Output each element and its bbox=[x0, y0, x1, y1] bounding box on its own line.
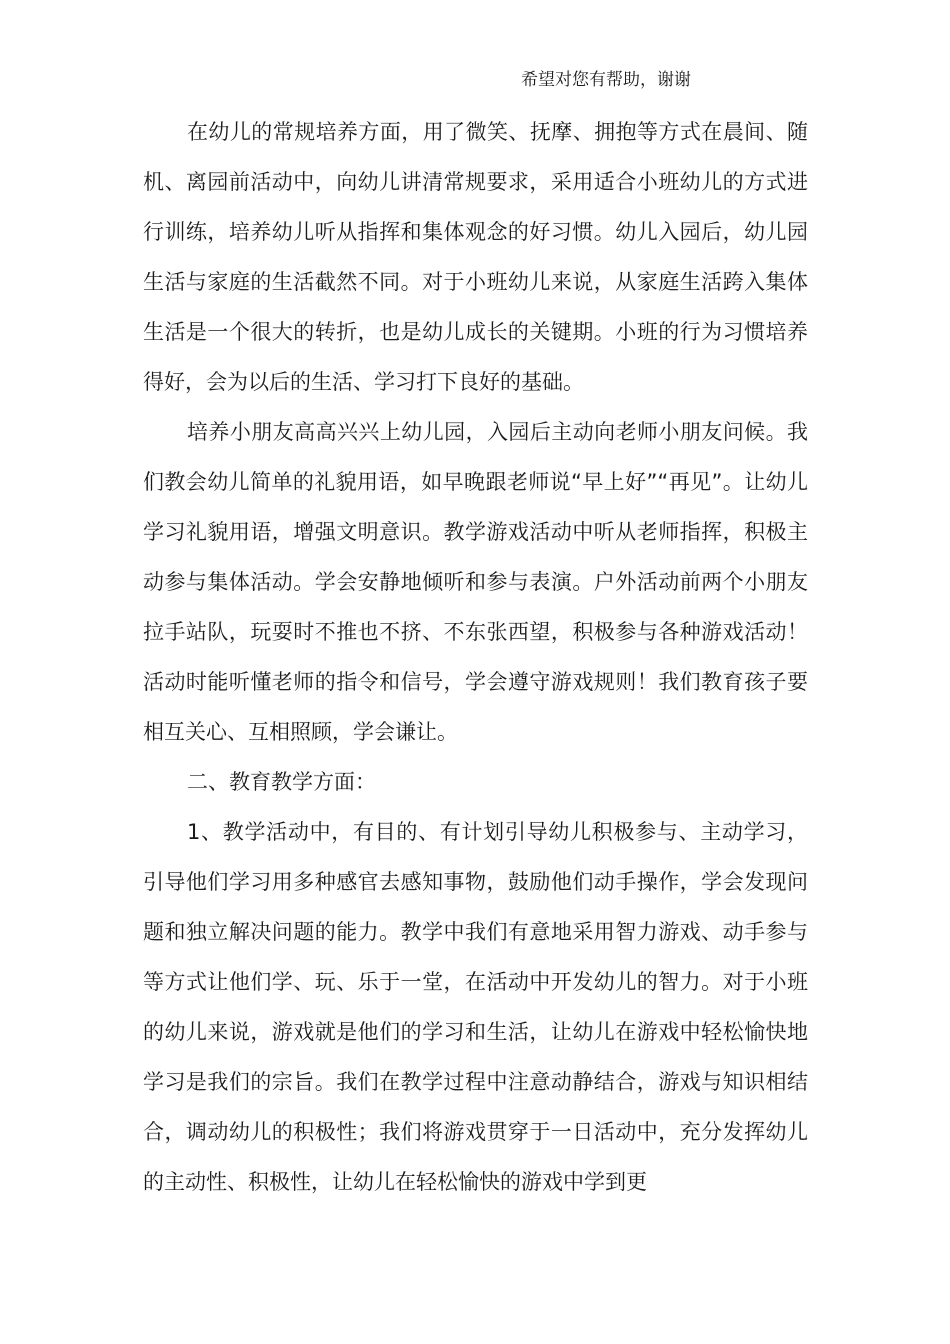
section-heading-education: 二、教育教学方面： bbox=[187, 770, 376, 794]
page-header: 希望对您有帮助，谢谢 bbox=[521, 70, 691, 90]
paragraph-routine-training: 在幼儿的常规培养方面，用了微笑、抚摩、拥抱等方式在晨间、随机、离园前活动中，向幼儿讲清常规要求，采用适合小班幼儿的方式进行训练，培养幼儿听从指挥和集体观念的好习惯。幼儿入园后，幼儿园生活与家庭的生活截然不同。对于小班幼儿来说，从家庭生活跨入集体生活是一个很大的转折，也是幼儿成长的关键期。小班的行为习惯培养得好，会为以后的生活、学习打下良好的基础。 bbox=[143, 120, 808, 394]
paragraph-manners: 培养小朋友高高兴兴上幼儿园，入园后主动向老师小朋友问候。我们教会幼儿简单的礼貌用语，如早晚跟老师说“早上好”“再见”。让幼儿学习礼貌用语，增强文明意识。教学游戏活动中听从老师指挥，积极主动参与集体活动。学会安静地倾听和参与表演。户外活动前两个小朋友拉手站队，玩耍时不推也不挤、不东张西望，积极参与各种游戏活动！活动时能听懂老师的指令和信号，学会遵守游戏规则！我们教育孩子要相互关心、互相照顾，学会谦让。 bbox=[143, 420, 808, 744]
paragraph-teaching-activities: 1、教学活动中，有目的、有计划引导幼儿积极参与、主动学习，引导他们学习用多种感官去感知事物，鼓励他们动手操作，学会发现问题和独立解决问题的能力。教学中我们有意地采用智力游戏、动手参与等方式让他们学、玩、乐于一堂，在活动中开发幼儿的智力。对于小班的幼儿来说，游戏就是他们的学习和生活，让幼儿在游戏中轻松愉快地学习是我们的宗旨。我们在教学过程中注意动静结合，游戏与知识相结合，调动幼儿的积极性；我们将游戏贯穿于一日活动中，充分发挥幼儿的主动性、积极性，让幼儿在轻松愉快的游戏中学到更 bbox=[143, 820, 808, 1194]
document-body bbox=[143, 107, 808, 1207]
